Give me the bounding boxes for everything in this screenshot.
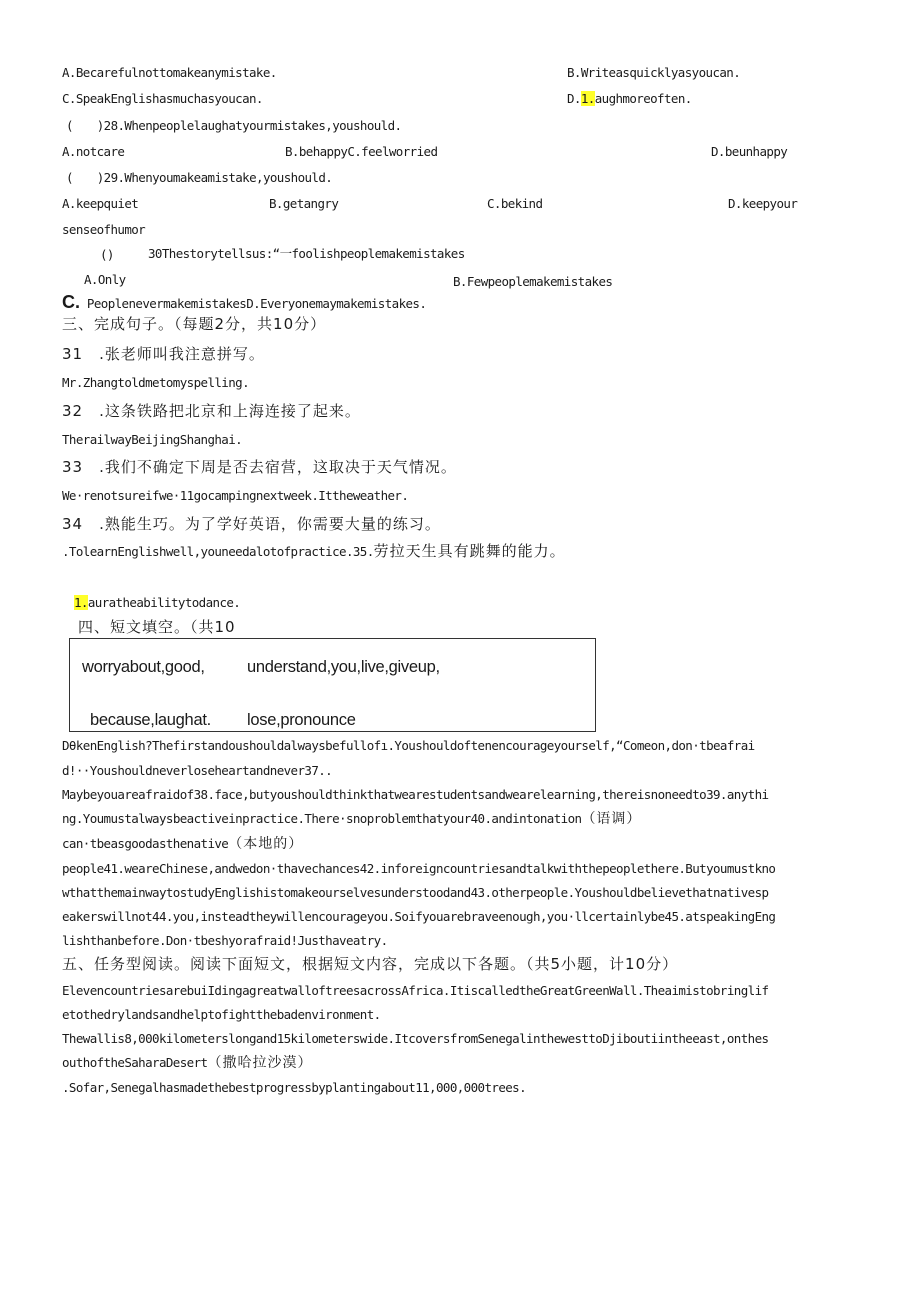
passage-line-4 — [62, 811, 641, 827]
q32-chinese: 32 .这条铁路把北京和上海连接了起来。 — [62, 402, 361, 420]
passage-line-5 — [62, 836, 303, 852]
reading-line-4-chinese: （撒哈拉沙漠） — [207, 1055, 313, 1071]
q27-option-c: C.SpeakEnglishasmuchasyoucan. — [62, 91, 263, 106]
passage-line-1: DθkenEnglish?Thefirstandoushouldalwaysbefullofı.Youshouldoftenencourageyourself,“Comeon,don·tbeafrai — [62, 738, 755, 753]
passage-line-2: d!··Youshouldneverloseheartandnever37.. — [62, 763, 333, 778]
q27-option-d — [567, 91, 692, 107]
passage-line-6: people41.weareChinese,andwedon·thavechances42.inforeigncountriesandtalkwiththepeoplethere.Butyoumustkno — [62, 861, 776, 876]
q35-chinese: 劳拉天生具有跳舞的能力。 — [373, 542, 566, 560]
q31-chinese: 31 .张老师叫我注意拼写。 — [62, 345, 265, 363]
q33-chinese: 33 .我们不确定下周是否去宿营，这取决于天气情况。 — [62, 458, 457, 476]
q32-english: TherailwayBeijingShanghai. — [62, 432, 243, 447]
section5-title: 五、任务型阅读。阅读下面短文，根据短文内容，完成以下各题。（共5小题，计10分） — [62, 955, 679, 973]
q29-option-b: B.getangry — [269, 196, 339, 211]
q27-option-d-rest: aughmoreoften. — [594, 91, 692, 106]
q30-option-c-letter: C. — [62, 292, 80, 312]
q34-chinese: 34 .熟能生巧。为了学好英语，你需要大量的练习。 — [62, 515, 441, 533]
q28-option-bc: B.behappyC.feelworried — [285, 144, 438, 159]
q35-english-text: auratheabilitytodance. — [87, 595, 241, 610]
q30-paren: () — [100, 247, 114, 262]
passage-line-3: Maybeyouareafraidof38.face,butyoushouldthinkthatwearestudentsandwearelearning,thereisnoneedto39.anythi — [62, 787, 769, 802]
q28-stem: ( )28.Whenpeoplelaughatyourmistakes,youshould. — [66, 118, 402, 133]
q30-option-cd-text: PeoplenevermakemistakesD.Everyonemaymakemistakes. — [80, 296, 427, 311]
q29-option-d: D.keepyour — [728, 196, 798, 211]
passage-line-9: lishthanbefore.Don·tbeshyorafraid!Justhaveatry. — [62, 933, 388, 948]
reading-line-1: ElevencountriesarebuiIdingagreatwalloftreesacrossAfrica.ItiscalledtheGreatGreenWall.Theaimistobringlif — [62, 983, 769, 998]
highlight-mark: 1. — [580, 91, 595, 106]
reading-line-4-text: outhoftheSaharaDesert — [62, 1055, 208, 1070]
word-bank-box — [69, 638, 596, 732]
passage-line-8: eakerswillnot44.you,insteadtheywillencourageyou.Soifyouarebraveenough,you·llcertainlybe45.atspeakingEng — [62, 909, 776, 924]
word-bank-row2-col2: lose,pronounce — [247, 711, 356, 729]
q34-english-text: .TolearnEnglishwell,youneedalotofpractice.35. — [62, 544, 374, 559]
q27-option-d-prefix: D. — [567, 91, 581, 106]
q27-option-b: B.Writeasquicklyasyoucan. — [567, 65, 741, 80]
word-bank-row1-col1: worryabout,good, — [82, 658, 205, 676]
reading-line-5: .Sofar,Senegalhasmadethebestprogressbyplantingabout11,000,000trees. — [62, 1080, 527, 1095]
q30-option-a: A.Only — [84, 272, 126, 287]
q29-option-d-continued: senseofhumor — [62, 222, 146, 237]
passage-line-4-chinese: （语调） — [581, 811, 642, 827]
q35-english — [74, 595, 240, 611]
q28-option-d: D.beunhappy — [711, 144, 788, 159]
reading-line-4 — [62, 1055, 312, 1071]
passage-line-4-prefix: ng. — [62, 811, 83, 826]
passage-line-7: wthatthemainwaytostudyEnglishistomakeourselvesunderstoodand43.otherpeople.Youshouldbelievethatnativesp — [62, 885, 769, 900]
q31-english: Mr.Zhangtoldmetomyspelling. — [62, 375, 249, 390]
passage-line-4-text: Youmustalwaysbeactiveinpractice.There·snoproblemthatyour40.andintonation — [82, 811, 582, 826]
q29-stem: ( )29.Whenyoumakeamistake,youshould. — [66, 170, 333, 185]
reading-line-3: Thewallis8,000kilometerslongand15kilometerswide.ItcoversfromSenegalinthewesttoDjiboutiintheeast,onthes — [62, 1031, 769, 1046]
q29-option-a: A.keepquiet — [62, 196, 139, 211]
q30-stem: 30Thestorytellsus:“一foolishpeoplemakemistakes — [148, 246, 465, 261]
q34-english — [62, 543, 566, 560]
word-bank-row2-col1: because,laughat. — [90, 711, 211, 729]
word-bank-row1-col2: understand,you,live,giveup, — [247, 658, 440, 676]
section3-title: 三、完成句子。（每题2分，共10分） — [62, 315, 327, 333]
q28-option-a: A.notcare — [62, 144, 125, 159]
passage-line-5-chinese: （本地的） — [228, 836, 304, 852]
reading-line-2: etothedrylandsandhelptofightthebadenvironment. — [62, 1007, 381, 1022]
section4-title: 四、短文填空。（共10 — [78, 618, 236, 636]
q27-option-a: A.Becarefulnottomakeanymistake. — [62, 65, 277, 80]
q30-option-b: B.Fewpeoplemakemistakes — [453, 274, 613, 289]
passage-line-5-text: can·tbeasgoodasthenative — [62, 836, 229, 851]
q30-option-cd — [62, 294, 426, 312]
highlight-mark: 1. — [74, 595, 88, 610]
q29-option-c: C.bekind — [487, 196, 543, 211]
q33-english: We·renotsureifwe·11gocampingnextweek.Ittheweather. — [62, 488, 409, 503]
